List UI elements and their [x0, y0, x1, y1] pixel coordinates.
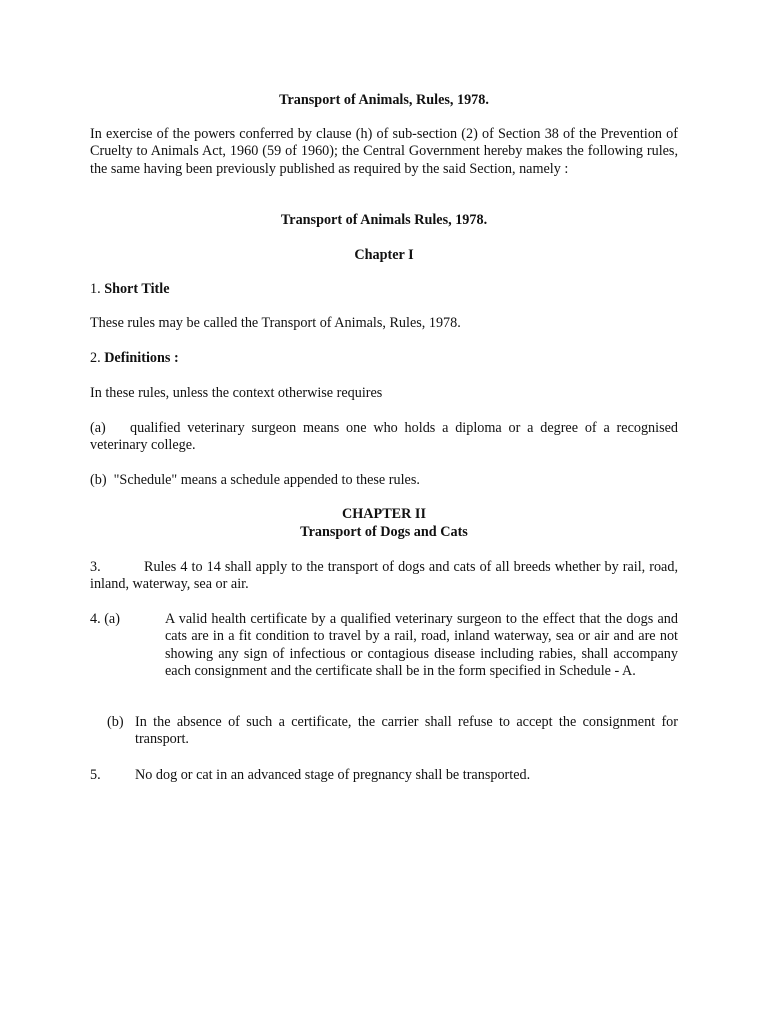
- section-1-heading: [90, 281, 678, 298]
- section-5-text: No dog or cat in an advanced stage of pregnancy shall be transported.: [135, 767, 531, 783]
- section-4-number: 4. (a): [90, 611, 120, 627]
- section-2-intro: In these rules, unless the context otherwise requires: [90, 385, 383, 401]
- section-4b-label: (b): [107, 714, 124, 730]
- preamble-paragraph: In exercise of the powers conferred by clause (h) of sub-section (2) of Section 38 of the Prevention of Cruelty to Animals Act, 1960 (59 of 1960); the Central Government hereby makes the following rules, the same having been previously published as required by the said Section, namely :: [90, 126, 678, 177]
- rules-title: Transport of Animals Rules, 1978.: [280, 212, 488, 228]
- section-2-number: 2.: [90, 350, 101, 366]
- section-3: [90, 559, 678, 594]
- section-1-title: Short Title: [104, 281, 170, 297]
- definition-a: [90, 420, 678, 455]
- section-5-number: 5.: [90, 767, 101, 783]
- document-title: Transport of Animals, Rules, 1978.: [279, 92, 489, 108]
- definition-b: [90, 472, 678, 489]
- section-3-text: Rules 4 to 14 shall apply to the transport of dogs and cats of all breeds whether by rail, road, inland, waterway, sea or air.: [90, 559, 678, 593]
- chapter-1-heading: Chapter I: [354, 247, 414, 263]
- section-2-title: Definitions :: [104, 350, 179, 366]
- section-3-number: 3.: [90, 559, 101, 575]
- definition-a-text: qualified veterinary surgeon means one who holds a diploma or a degree of a recognised veterinary college.: [90, 420, 678, 454]
- section-1-text: These rules may be called the Transport of Animals, Rules, 1978.: [90, 315, 461, 331]
- chapter-2-subtitle: Transport of Dogs and Cats: [300, 524, 468, 540]
- section-1-number: 1.: [90, 281, 101, 297]
- definition-b-text: "Schedule" means a schedule appended to these rules.: [113, 472, 420, 488]
- section-4b-text: In the absence of such a certificate, the carrier shall refuse to accept the consignment for transport.: [135, 714, 678, 748]
- definition-b-label: (b): [90, 472, 107, 488]
- chapter-2-heading: CHAPTER II: [342, 506, 426, 522]
- section-2-heading: [90, 350, 678, 367]
- section-4a-text: A valid health certificate by a qualified veterinary surgeon to the effect that the dogs and cats are in a fit condition to travel by a rail, road, inland waterway, sea or air and are not showing any sign of infectious or contagious disease including rabies, shall accompany each consignment and the certificate shall be in the form specified in Schedule - A.: [165, 611, 678, 679]
- definition-a-label: (a): [90, 420, 106, 436]
